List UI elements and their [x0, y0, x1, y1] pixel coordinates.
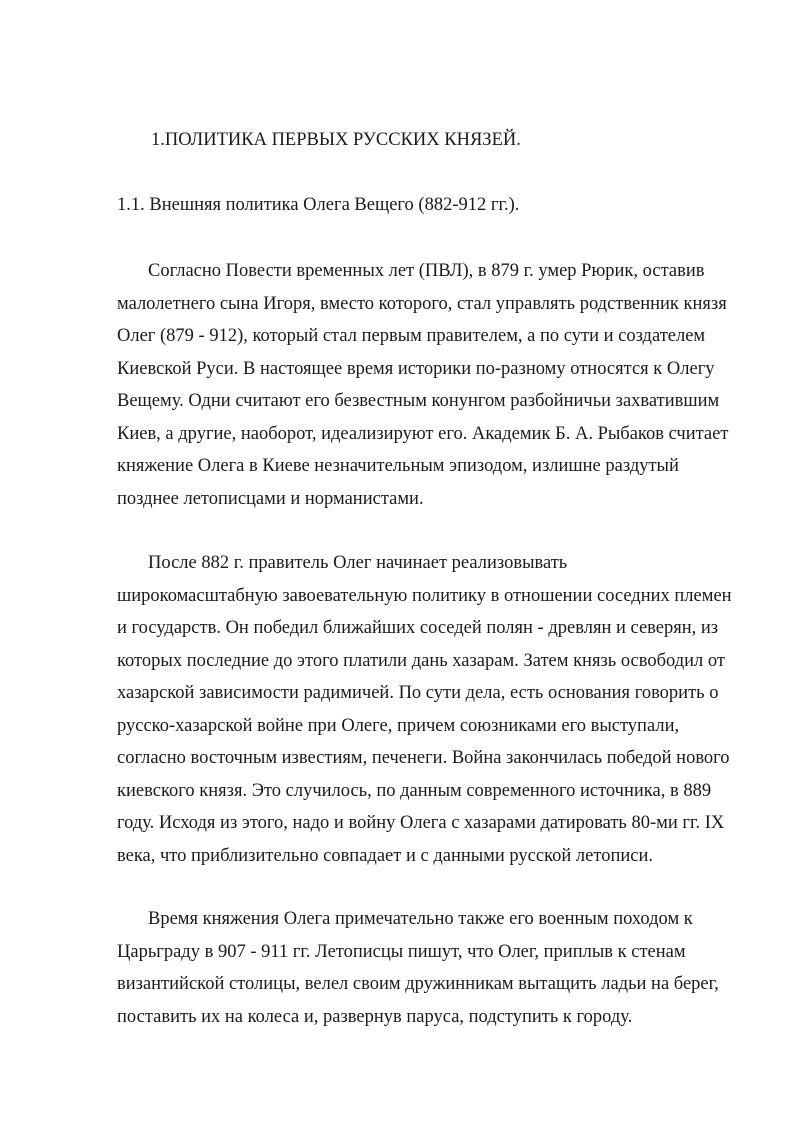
paragraph-line: Согласно Повести временных лет (ПВЛ), в 879 г. умер Рюрик, оставив: [148, 261, 705, 281]
paragraph-line: хазарской зависимости радимичей. По сути дела, есть основания говорить о: [117, 683, 719, 703]
paragraph-line: Вещему. Одни считают его безвестным конунгом разбойничьи захватившим: [117, 391, 720, 411]
paragraph-tsargrad-campaign: [117, 903, 719, 1033]
section-heading: 1.1. Внешняя политика Олега Вещего (882-912 гг.).: [117, 195, 520, 215]
paragraph-line: Киев, а другие, наоборот, идеализируют его. Академик Б. А. Рыбаков считает: [117, 423, 729, 444]
chapter-heading: 1.ПОЛИТИКА ПЕРВЫХ РУССКИХ КНЯЗЕЙ.: [151, 130, 521, 150]
paragraph-line: Олег (879 - 912), который стал первым правителем, а по сути и создателем: [117, 326, 706, 346]
paragraph-line: русско-хазарской войне при Олеге, причем союзниками его выступали,: [117, 715, 680, 736]
paragraph-line: Царьграду в 907 - 911 гг. Летописцы пишут, что Олег, приплыв к стенам: [117, 941, 686, 962]
paragraph-conquests: [117, 547, 732, 872]
paragraph-line: малолетнего сына Игоря, вместо которого, стал управлять родственник князя: [117, 293, 727, 314]
paragraph-line: позднее летописцами и норманистами.: [117, 488, 424, 509]
paragraph-line: согласно восточным известиям, печенеги. Война закончилась победой нового: [117, 748, 730, 768]
paragraph-line: После 882 г. правитель Олег начинает реализовывать: [148, 553, 568, 573]
paragraph-line: Киевской Руси. В настоящее время историки по-разному относятся к Олегу: [117, 358, 715, 379]
paragraph-rurik-oleg: [117, 255, 728, 515]
paragraph-line: поставить их на колеса и, развернув паруса, подступить к городу.: [117, 1006, 633, 1027]
paragraph-line: которых последние до этого платили дань хазарам. Затем князь освободил от: [117, 650, 726, 671]
paragraph-line: византийской столицы, велел своим дружинникам вытащить ладьи на берег,: [117, 974, 719, 994]
paragraph-line: княжение Олега в Киеве незначительным эпизодом, излишне раздутый: [117, 456, 679, 476]
paragraph-line: году. Исходя из этого, надо и войну Олега с хазарами датировать 80-ми гг. IX: [117, 813, 725, 833]
paragraph-line: Время княжения Олега примечательно также его военным походом к: [148, 909, 693, 929]
paragraph-line: киевского князя. Это случилось, по данным современного источника, в 889: [117, 780, 712, 801]
paragraph-line: широкомасштабную завоевательную политику в отношении соседних племен: [117, 585, 732, 606]
paragraph-line: века, что приблизительно совпадает и с данными русской летописи.: [117, 845, 653, 866]
paragraph-line: и государств. Он победил ближайших соседей полян - древлян и северян, из: [117, 618, 719, 638]
